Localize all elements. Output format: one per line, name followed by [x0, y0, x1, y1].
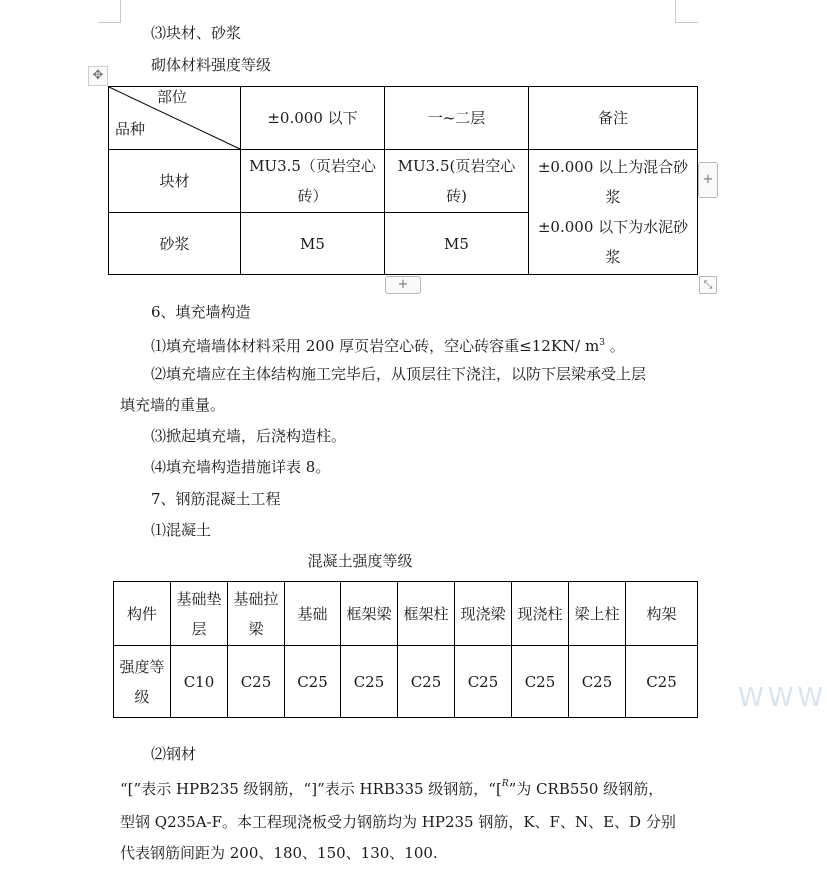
- rc-heading: 7、钢筋混凝土工程: [151, 490, 281, 508]
- row-label-mortar: 砂浆: [109, 213, 241, 275]
- cell-note: [529, 150, 698, 275]
- concrete-header-component: 构件: [114, 582, 171, 646]
- concrete-value-cell: C25: [512, 646, 569, 718]
- header-floors: 一~二层: [385, 87, 529, 150]
- diagonal-header-cell: [109, 87, 241, 150]
- concrete-header-cell: 梁上柱: [569, 582, 626, 646]
- header-kind: 品种: [115, 120, 146, 138]
- concrete-value-cell: C25: [569, 646, 626, 718]
- concrete-header-cell: 现浇梁: [455, 582, 512, 646]
- cell-mortar-floors: M5: [385, 213, 529, 275]
- header-part: 部位: [157, 88, 188, 106]
- infill-item-2-cont: 填充墙的重量。: [120, 396, 226, 414]
- concrete-values-row: [114, 646, 698, 718]
- table-resize-icon[interactable]: ⤡: [699, 276, 717, 294]
- note-line-above: ±0.000 以上为混合砂浆: [537, 158, 689, 206]
- concrete-table-caption: 混凝土强度等级: [307, 552, 413, 570]
- concrete-value-cell: C25: [228, 646, 285, 718]
- row-label-block: 块材: [109, 150, 241, 213]
- infill-item-1: ⑴填充墙墙体材料采用 200 厚页岩空心砖，空心砖容重≤12KN/ $m^3$ 。: [151, 337, 625, 355]
- concrete-header-cell: 框架梁: [341, 582, 398, 646]
- table-move-handle-icon[interactable]: ✥: [88, 66, 108, 86]
- cell-block-below: MU3.5（页岩空心砖）: [241, 150, 385, 213]
- concrete-value-cell: C25: [341, 646, 398, 718]
- add-row-icon[interactable]: +: [385, 276, 421, 294]
- infill-item-2: ⑵填充墙应在主体结构施工完毕后，从顶层往下浇注，以防下层梁承受上层: [151, 365, 647, 383]
- concrete-value-cell: C10: [171, 646, 228, 718]
- concrete-header-cell: 现浇柱: [512, 582, 569, 646]
- header-below-zero: ±0.000 以下: [241, 87, 385, 150]
- section-heading-blocks-mortar: ⑶块材、砂浆: [151, 24, 242, 42]
- infill-heading: 6、填充墙构造: [151, 303, 251, 321]
- concrete-header-cell: 框架柱: [398, 582, 455, 646]
- masonry-table-caption: 砌体材料强度等级: [151, 56, 272, 74]
- concrete-header-cell: 基础: [285, 582, 341, 646]
- infill-item-4: ⑷填充墙构造措施详表 8。: [151, 458, 331, 476]
- concrete-value-cell: C25: [285, 646, 341, 718]
- concrete-heading: ⑴混凝土: [151, 521, 212, 539]
- masonry-strength-table: [108, 86, 698, 275]
- concrete-strength-table: [113, 581, 698, 718]
- table-header-row: [109, 87, 698, 150]
- watermark: WWW: [738, 683, 827, 713]
- add-column-icon[interactable]: +: [698, 162, 718, 198]
- concrete-value-cell: C25: [626, 646, 698, 718]
- header-note: 备注: [529, 87, 698, 150]
- concrete-value-cell: C25: [455, 646, 512, 718]
- page-corner-mark-left: [98, 0, 121, 23]
- cell-mortar-below: M5: [241, 213, 385, 275]
- page-corner-mark-right: [675, 0, 698, 23]
- table-row-block: [109, 150, 698, 213]
- note-line-below: ±0.000 以下为水泥砂浆: [537, 218, 689, 266]
- concrete-header-cell: 基础拉梁: [228, 582, 285, 646]
- steel-line-3: 代表钢筋间距为 200、180、150、130、100.: [120, 844, 438, 862]
- concrete-value-cell: C25: [398, 646, 455, 718]
- concrete-header-cell: 基础垫层: [171, 582, 228, 646]
- concrete-header-cell: 构架: [626, 582, 698, 646]
- steel-heading: ⑵钢材: [151, 745, 197, 763]
- cell-block-floors: MU3.5(页岩空心砖): [385, 150, 529, 213]
- steel-line-1: “[”表示 HPB235 级钢筋，“]”表示 HRB335 级钢筋，“[$^R$”为 CRB550 级钢筋，: [120, 779, 664, 798]
- steel-line-2: 型钢 Q235A-F。本工程现浇板受力钢筋均为 HP235 钢筋，K、F、N、E、D 分别: [120, 813, 676, 831]
- concrete-row-label: 强度等级: [114, 646, 171, 718]
- infill-item-3: ⑶掀起填充墙，后浇构造柱。: [151, 427, 347, 445]
- concrete-header-row: [114, 582, 698, 646]
